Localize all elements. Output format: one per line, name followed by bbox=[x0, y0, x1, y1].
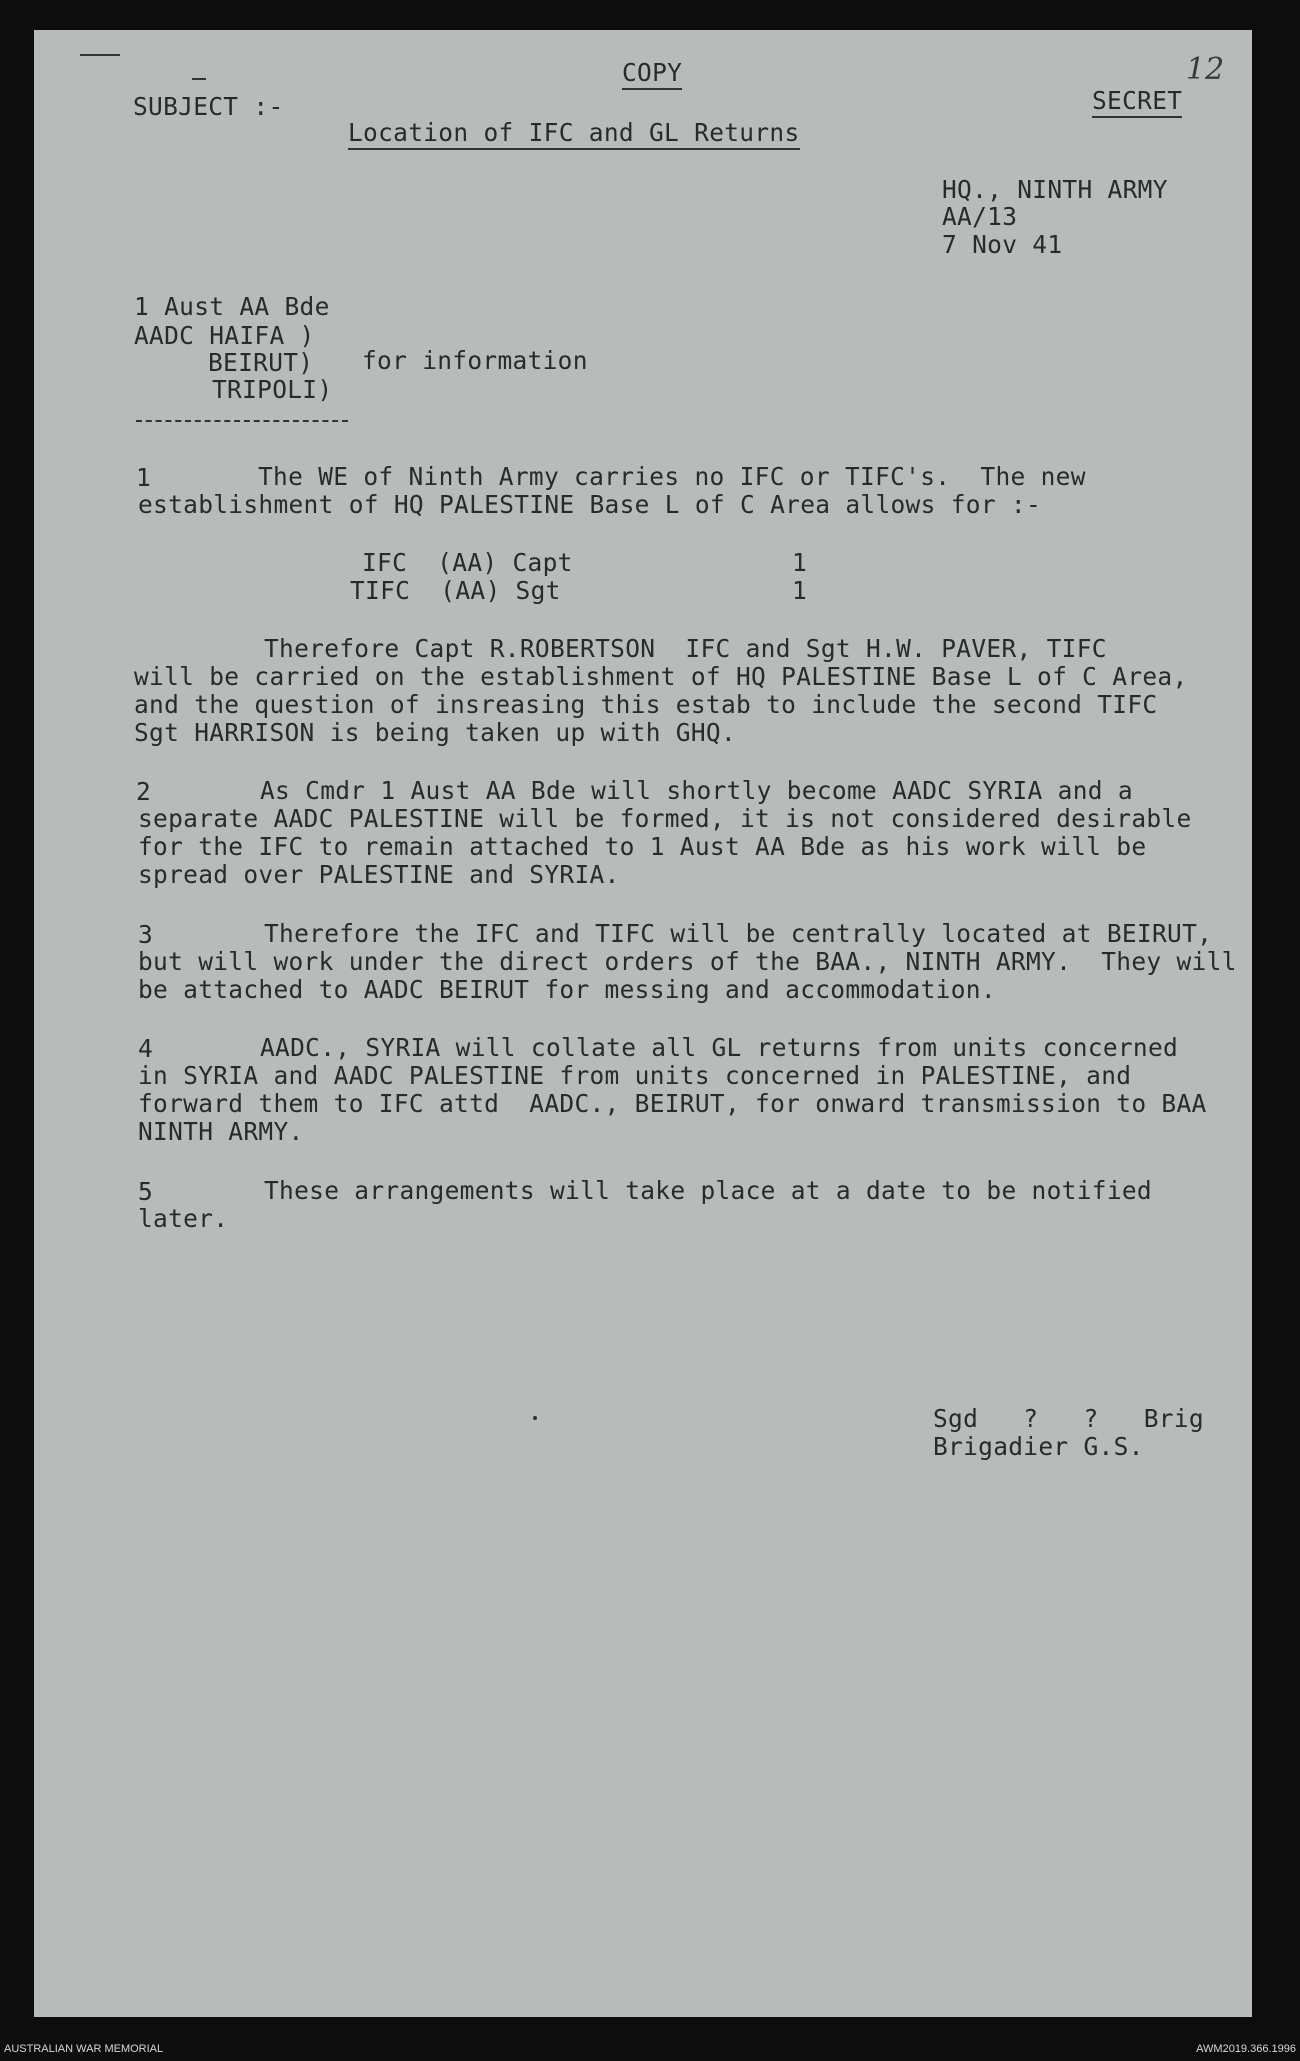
copy-heading: COPY bbox=[622, 58, 682, 90]
paragraph-3-line: Therefore the IFC and TIFC will be centrally located at BEIRUT, bbox=[264, 919, 1213, 948]
paragraph-1b-line: and the question of insreasing this estab to include the second TIFC bbox=[134, 690, 1158, 719]
distribution-divider bbox=[136, 420, 348, 422]
paragraph-1b-line: Therefore Capt R.ROBERTSON IFC and Sgt H.W. PAVER, TIFC bbox=[264, 634, 1107, 663]
distribution-note: for information bbox=[362, 346, 588, 375]
paragraph-1-line: The WE of Ninth Army carries no IFC or TIFC's. The new bbox=[258, 462, 1086, 491]
paragraph-5-line: later. bbox=[138, 1204, 229, 1233]
ink-dot bbox=[533, 1416, 537, 1420]
paragraph-1b-line: Sgt HARRISON is being taken up with GHQ. bbox=[134, 718, 737, 747]
paragraph-4-line: AADC., SYRIA will collate all GL returns from units concerned bbox=[260, 1033, 1179, 1062]
distribution-line-3: BEIRUT) bbox=[208, 348, 314, 377]
subject-title: Location of IFC and GL Returns bbox=[348, 118, 800, 150]
paragraph-4-line: NINTH ARMY. bbox=[138, 1117, 304, 1146]
signature-line: Sgd ? ? Brig bbox=[933, 1404, 1204, 1433]
paragraph-3-line: be attached to AADC BEIRUT for messing and accommodation. bbox=[138, 975, 996, 1004]
ink-mark bbox=[192, 78, 206, 80]
classification-label: SECRET bbox=[1092, 86, 1182, 118]
footer-credit: AUSTRALIAN WAR MEMORIAL bbox=[4, 2043, 164, 2055]
establishment-role: TIFC (AA) Sgt bbox=[350, 576, 561, 605]
paragraph-number-1: 1 bbox=[136, 463, 152, 492]
paragraph-number-2: 2 bbox=[136, 777, 152, 806]
paragraph-number-4: 4 bbox=[138, 1034, 154, 1063]
footer-accession: AWM2019.366.1996 bbox=[1196, 2043, 1296, 2055]
paragraph-3-line: but will work under the direct orders of the BAA., NINTH ARMY. They will bbox=[138, 947, 1237, 976]
paragraph-1-line: establishment of HQ PALESTINE Base L of C Area allows for :- bbox=[138, 490, 1042, 519]
distribution-line-4: TRIPOLI) bbox=[212, 375, 333, 404]
paragraph-1b-line: will be carried on the establishment of HQ PALESTINE Base L of C Area, bbox=[134, 662, 1188, 691]
distribution-line-2: AADC HAIFA ) bbox=[134, 321, 315, 350]
paragraph-number-5: 5 bbox=[138, 1177, 154, 1206]
distribution-line-1: 1 Aust AA Bde bbox=[134, 292, 330, 321]
paragraph-2-line: separate AADC PALESTINE will be formed, it is not considered desirable bbox=[138, 804, 1192, 833]
paragraph-2-line: spread over PALESTINE and SYRIA. bbox=[138, 860, 620, 889]
origin-ref: AA/13 bbox=[942, 202, 1018, 231]
paragraph-number-3: 3 bbox=[138, 920, 154, 949]
ink-mark bbox=[80, 54, 120, 56]
origin-hq: HQ., NINTH ARMY bbox=[942, 175, 1168, 204]
paragraph-2-line: for the IFC to remain attached to 1 Aust AA Bde as his work will be bbox=[138, 832, 1147, 861]
establishment-role: IFC (AA) Capt bbox=[362, 548, 573, 577]
paragraph-4-line: forward them to IFC attd AADC., BEIRUT, for onward transmission to BAA bbox=[138, 1089, 1207, 1118]
paragraph-2-line: As Cmdr 1 Aust AA Bde will shortly become AADC SYRIA and a bbox=[260, 776, 1133, 805]
origin-date: 7 Nov 41 bbox=[942, 230, 1063, 259]
subject-label: SUBJECT :- bbox=[133, 92, 284, 121]
paragraph-5-line: These arrangements will take place at a date to be notified bbox=[264, 1176, 1152, 1205]
document-sheet bbox=[34, 30, 1252, 2017]
page-number: 12 bbox=[1186, 52, 1225, 87]
signature-title: Brigadier G.S. bbox=[933, 1432, 1144, 1461]
establishment-count: 1 bbox=[792, 548, 808, 577]
paragraph-4-line: in SYRIA and AADC PALESTINE from units concerned in PALESTINE, and bbox=[138, 1061, 1132, 1090]
establishment-count: 1 bbox=[792, 576, 808, 605]
